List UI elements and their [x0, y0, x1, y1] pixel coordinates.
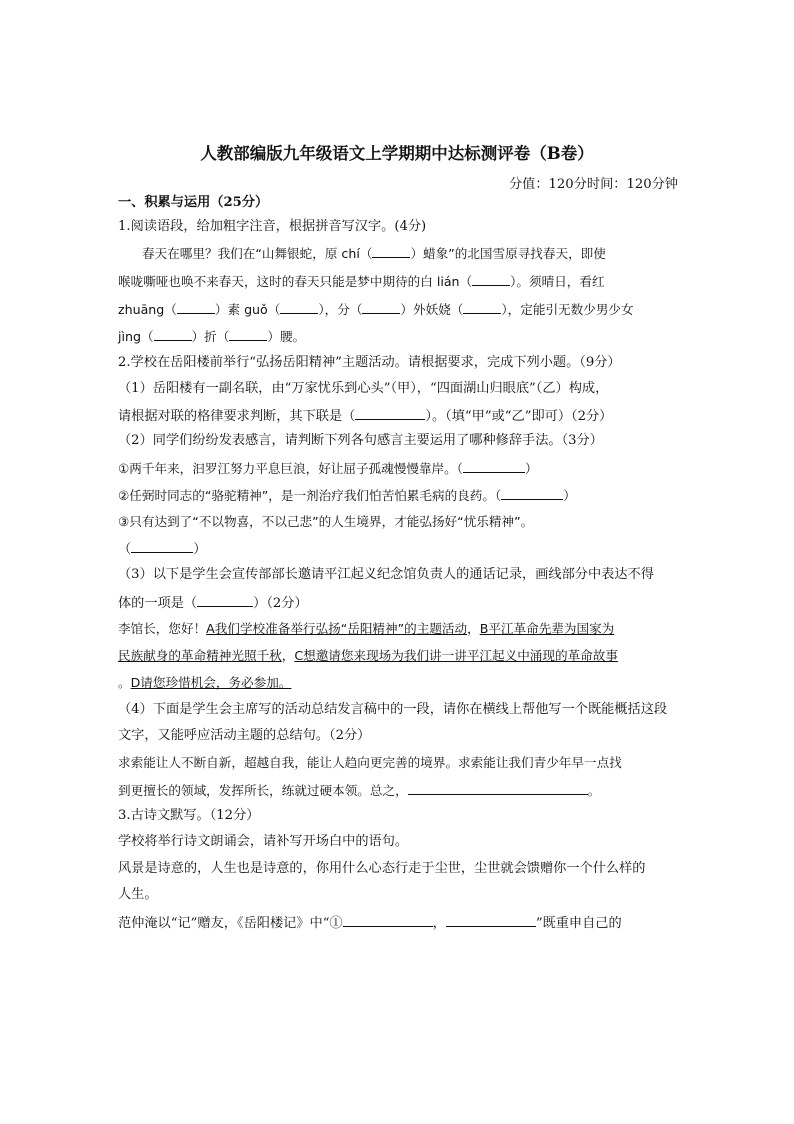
- q2-part3-line2: 体的一项是（ ）（2分）: [118, 593, 308, 613]
- q2-part4-line2: 文字，又能呼应活动主题的总结句。（2分）: [118, 728, 371, 743]
- q3-stem: 3.古诗文默写。（12分）: [118, 808, 260, 823]
- q2-part2-item3-answer: （ ）: [118, 539, 206, 559]
- q2-part1-line1: （1）岳阳楼有一副名联，由“万家忧乐到心头”（甲），“四面湖山归眼底”（乙）构成，: [118, 381, 609, 396]
- q2-part3-line1: （3）以下是学生会宣传部部长邀请平江起义纪念馆负责人的通话记录，画线部分中表达不得: [118, 567, 654, 582]
- q2-part2-item2: ②任弼时同志的“骆驼精神”，是一剂治疗我们怕苦怕累毛病的良药。（ ）: [118, 488, 576, 503]
- q3-intro: 学校将举行诗文朗诵会，请补写开场白中的语句。: [118, 834, 409, 849]
- q2-part4-line1: （4）下面是学生会主席写的活动总结发言稿中的一段，请你在横线上帮他写一个既能概括这段: [118, 702, 668, 717]
- q2-stem: 2.学校在岳阳楼前举行“弘扬岳阳精神”主题活动。请根据要求，完成下列小题。（9分）: [118, 355, 621, 370]
- q2-part2-item1: ①两千年来，汩罗江努力平息巨浪，好让屈子孤魂慢慢靠岸。（ ）: [118, 461, 538, 476]
- phone-record-line2: 民族献身的革命精神光照千秋，C想邀请您来现场为我们讲一讲平江起义中涌现的革命故事: [118, 648, 618, 663]
- q2-part2-item3: ③只有达到了“不以物喜，不以己悲”的人生境界，才能弘扬好“忧乐精神”。: [118, 514, 534, 529]
- phone-record-line1: 李馆长，您好！A我们学校准备举行弘扬“岳阳精神”的主题活动，B平江革命先辈为国家为: [118, 621, 615, 636]
- q3-text-line3: 范仲淹以“记”赠友，《岳阳楼记》中“① ， ”既重申自己的: [118, 913, 622, 933]
- exam-meta: 分值：120分时间：120分钟: [508, 177, 678, 192]
- q3-text-line1: 风景是诗意的，人生也是诗意的，你用什么心态行走于尘世，尘世就会馈赠你一个什么样的: [118, 861, 646, 876]
- exam-title: 人教部编版九年级语文上学期期中达标测评卷（B卷）: [200, 144, 594, 163]
- q2-part4-text2: 到更擅长的领域，发挥所长，练就过硬本领。总之， 。: [118, 783, 601, 798]
- q1-passage-line4: jìng（ ）折（ ）腰。: [118, 329, 306, 344]
- q2-part4-text1: 求索能让人不断自新，超越自我，能让人趋向更完善的境界。求索能让我们青少年早一点找: [118, 755, 622, 770]
- q2-part1-line2: 请根据对联的格律要求判断，其下联是（ ）。（填“甲”或“乙”即可）（2分）: [118, 406, 612, 426]
- phone-record-line3: 。D请您珍惜机会，务必参加。: [118, 675, 292, 690]
- q3-text-line2: 人生。: [118, 887, 158, 902]
- section-heading: 一、积累与运用（25分）: [118, 195, 269, 210]
- q2-part2-stem: （2）同学们纷纷发表感言，请判断下列各句感言主要运用了哪种修辞手法。（3分）: [118, 433, 603, 448]
- q1-passage-line2: 喉咙嘶哑也唤不来春天，这时的春天只能是梦中期待的白 lián（ ）。须晴日，看红: [118, 274, 605, 289]
- q1-passage-line3: zhuāng（ ）素 guǒ（ ），分（ ）外妖娆（ ），定能引无数少男少女: [118, 302, 634, 317]
- q1-stem: 1.阅读语段，给加粗字注音，根据拼音写汉字。(4分): [118, 219, 427, 234]
- q1-passage-line1: 春天在哪里？我们在“山舞银蛇，原 chí（ ）蜡象”的北国雪原寻找春天，即使: [142, 246, 606, 261]
